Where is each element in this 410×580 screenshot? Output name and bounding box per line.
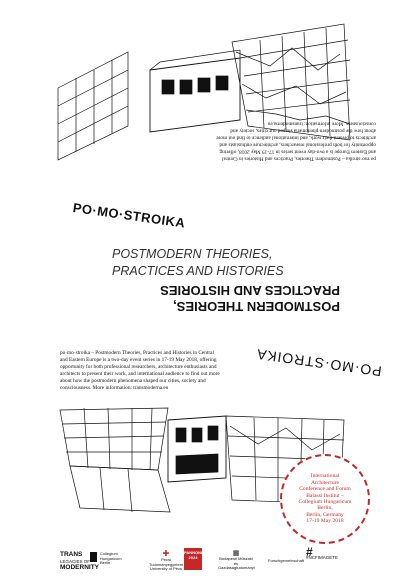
logo-forschgemeinschaft: Forschgemeinschaft — [268, 558, 305, 563]
logo-collegium-hungaricum — [100, 552, 122, 566]
logo-hashtag — [306, 545, 339, 560]
logo-pannonia — [184, 548, 206, 570]
logo-cross-1: Pécsi Tudományegyetem — [148, 557, 184, 567]
logo-coll-2: Hungaricum — [100, 555, 122, 561]
logo-pan-1: PANNONIA — [184, 550, 206, 555]
title-bold-line-2: PRACTICES AND HISTORIES — [160, 283, 340, 298]
logo-fb-2: és Gazdaságtudományi — [218, 560, 255, 571]
logo-university-pecs — [146, 550, 186, 572]
bme-mark-icon: ▦ — [232, 550, 240, 557]
event-line: Balassi Institut – — [306, 492, 344, 499]
collegium-mark-icon — [90, 552, 97, 562]
logo-coll-1: Collegium — [100, 551, 118, 556]
hashtag-icon: # — [306, 545, 313, 559]
logo-bme — [218, 550, 254, 571]
event-line: Berlin, — [317, 505, 333, 512]
event-line: Architecture — [311, 479, 339, 486]
logo-fb-1: Budapesti Műszaki — [219, 556, 253, 561]
brand-logo-thin-flipped: PO·MO·STROIKA — [255, 346, 383, 380]
description-flipped: po·mo·stroika – Postmodern Theories, Practices and Histories in Central and Eastern Europe is a two-day event series in 17-19 May 2018, offering opportunity for both professional researchers, architecture enthusiasts and architects to present their work, and international audience to find out more about how the postmodern phenomena shaped our cities, society and consciousness. More information: transmoderna.eu — [216, 120, 376, 162]
title-bold-flipped — [120, 282, 340, 314]
logo-cross-2: University of Pécs — [149, 566, 182, 572]
title-italic-line-1: POSTMODERN THEORIES, — [112, 247, 273, 261]
logo-pan-2: 2024 — [188, 554, 198, 560]
logo-trans-small: LEGACIES OF — [60, 558, 91, 564]
title-italic-line-2: PRACTICES AND HISTORIES — [112, 264, 284, 278]
event-line: Berlin, Germany — [306, 511, 344, 518]
logo-trans-line1: TRANS — [60, 551, 83, 558]
event-line: Collegium Hungaricum — [298, 499, 352, 505]
event-line: 17-19 May 2018 — [306, 518, 344, 525]
event-info-badge — [280, 454, 370, 544]
description: po·mo·stroika – Postmodern Theories, Practices and Histories in Central and Eastern Europe is a two-day event series in 17-19 May 2018, offering opportunity for both professional researchers, architecture enthusiasts and architects to present their work, and international audience to find out more about how the postmodern phenomena shaped our cities, society and consciousness. More information: transmoderna.eu — [60, 350, 220, 391]
hashtag-text: #NCFIMAGETE — [306, 555, 339, 560]
logo-coll-3: Berlin — [100, 560, 111, 566]
event-line: International — [310, 473, 340, 480]
title-bold-line-1: POSTMODERN THEORIES, — [173, 299, 340, 314]
event-line: Conference and Forum — [299, 486, 351, 493]
logo-trans-line2: MODERNITY — [60, 564, 99, 571]
title-italic — [112, 246, 342, 280]
sponsor-footer — [0, 546, 410, 576]
brand-logo-bold: PO·MO·STROIKA — [71, 200, 187, 231]
cross-icon: ✚ — [162, 549, 170, 558]
